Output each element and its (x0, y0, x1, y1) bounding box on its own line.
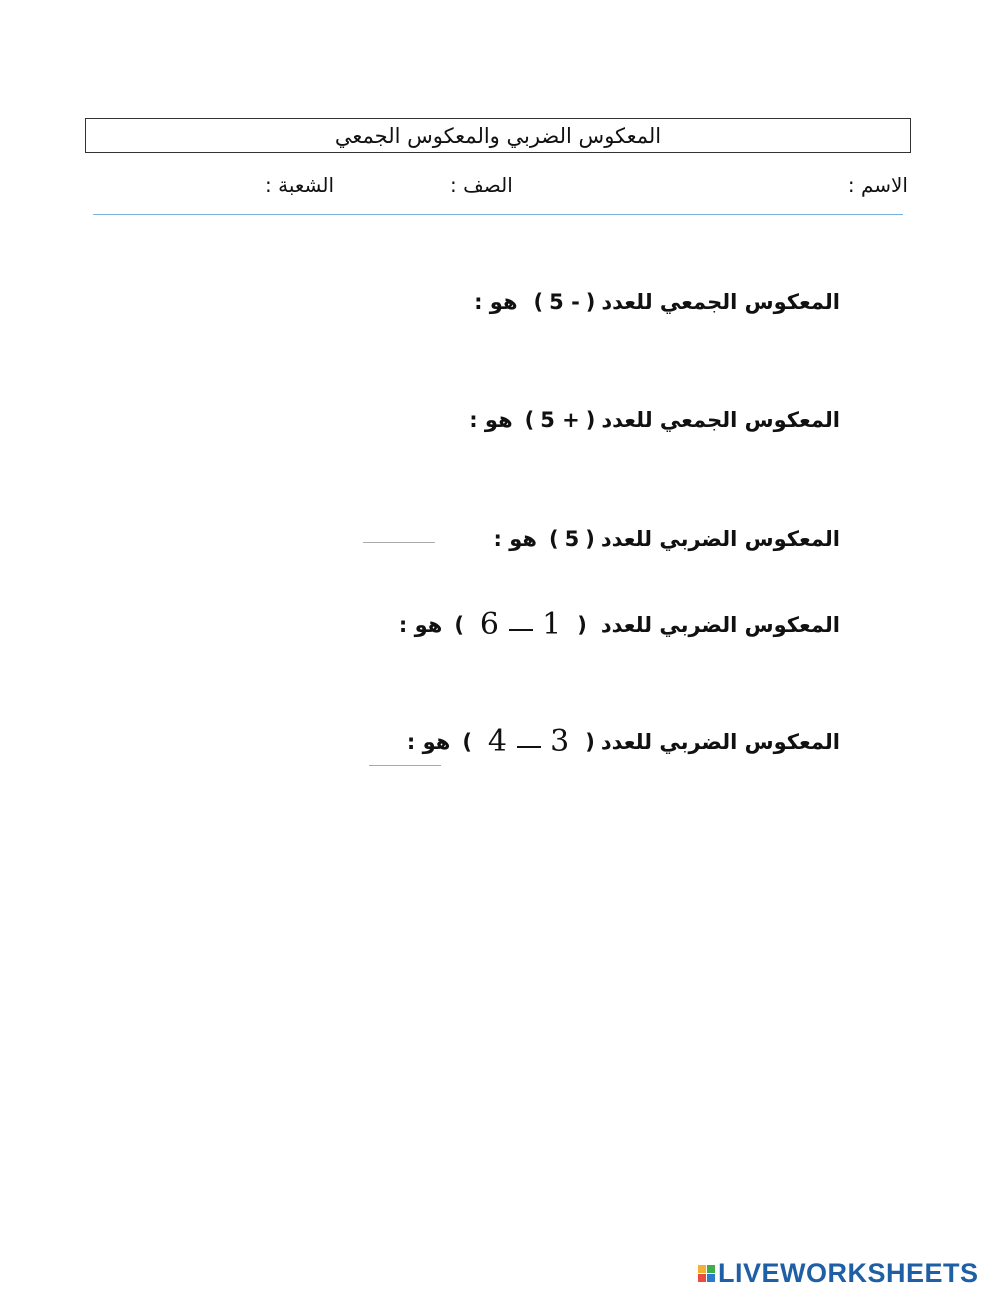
question-1-suffix: هو : (474, 290, 518, 314)
question-2-value: 5 + (540, 408, 580, 432)
logo-block (698, 1265, 706, 1273)
logo-block (707, 1265, 715, 1273)
question-5-suffix: هو : (406, 730, 451, 754)
question-1-value: 5 - (549, 290, 580, 314)
question-2 (469, 408, 840, 432)
fraction-bar (517, 746, 541, 748)
liveworksheets-logo (698, 1258, 979, 1289)
question-5 (406, 724, 840, 759)
question-4-prefix: المعكوس الضربي للعدد (600, 613, 840, 637)
name-label: الاسم : (847, 173, 908, 197)
question-1-open-paren: ( (585, 290, 596, 314)
class-label: الصف : (450, 173, 513, 197)
question-3-prefix: المعكوس الضربي للعدد (600, 527, 840, 551)
question-3-close-paren: ) (548, 527, 559, 551)
question-2-suffix: هو : (469, 408, 513, 432)
question-3-value: 5 (564, 527, 580, 551)
header-divider (93, 214, 903, 215)
answer-line-3[interactable] (363, 542, 435, 543)
question-5-denominator: 4 (487, 724, 508, 759)
logo-blocks-icon (698, 1265, 715, 1282)
question-5-open-paren: ( (585, 730, 595, 754)
question-5-close-paren: ) (462, 730, 472, 754)
question-3-open-paren: ( (585, 527, 595, 551)
question-4 (398, 607, 840, 642)
question-1-close-paren: ) (533, 290, 544, 314)
question-1-prefix: المعكوس الجمعي للعدد (601, 290, 840, 314)
question-5-fraction (487, 724, 570, 759)
answer-line-5[interactable] (369, 765, 441, 766)
question-4-denominator: 6 (479, 607, 500, 642)
question-1 (474, 290, 840, 314)
question-4-fraction (479, 607, 562, 642)
section-label: الشعبة : (265, 173, 334, 197)
question-4-open-paren: ( (577, 613, 587, 637)
logo-block (707, 1274, 715, 1282)
question-5-prefix: المعكوس الضربي للعدد (600, 730, 840, 754)
question-4-numerator: 1 (542, 607, 562, 642)
question-5-numerator: 3 (550, 724, 570, 759)
question-3-suffix: هو : (493, 527, 537, 551)
question-2-close-paren: ) (524, 408, 535, 432)
logo-text: LIVEWORKSHEETS (718, 1258, 979, 1288)
question-4-suffix: هو : (398, 613, 443, 637)
fraction-bar (509, 629, 533, 631)
worksheet-title: المعكوس الضربي والمعكوس الجمعي (85, 118, 911, 153)
logo-block (698, 1274, 706, 1282)
question-3 (494, 527, 840, 551)
question-2-open-paren: ( (585, 408, 596, 432)
question-4-close-paren: ) (454, 613, 464, 637)
question-2-prefix: المعكوس الجمعي للعدد (601, 408, 840, 432)
